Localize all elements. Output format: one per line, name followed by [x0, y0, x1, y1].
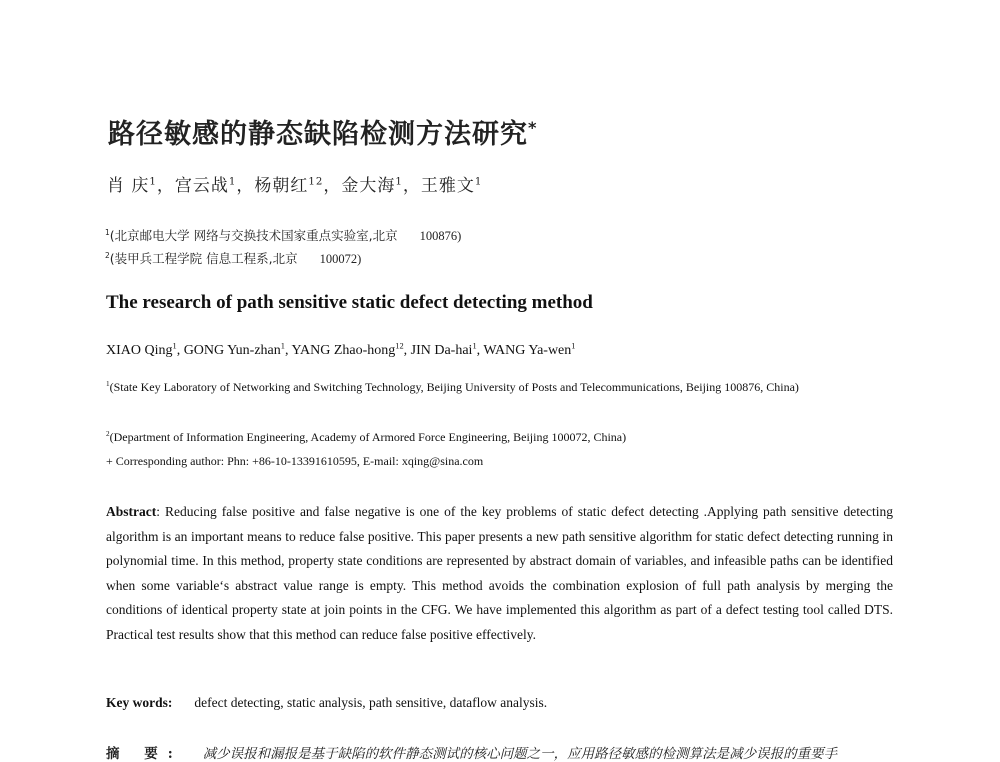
author-cn-name: 肖 庆	[107, 176, 150, 196]
author-cn-affil-marker: 1	[228, 176, 237, 188]
author-en-name: JIN Da-hai	[410, 343, 473, 358]
author-cn-name: 王雅文	[420, 176, 475, 196]
author-en-affil-marker: 1	[571, 341, 576, 351]
abstract-cn	[106, 742, 837, 762]
author-en-name: GONG Yun-zhan	[183, 343, 281, 358]
author-en-affil-marker: 12	[395, 341, 404, 351]
keywords	[106, 695, 547, 711]
authors-cn: 肖 庆$^1$，宫云战$^1$，杨朝红$^{12}$，金大海$^1$，王雅文$^1$	[107, 176, 483, 196]
abstract-label: Abstract	[106, 504, 157, 519]
keywords-label: Key words:	[106, 695, 173, 710]
corresponding-author: + Corresponding author: Phn: +86-10-13391610595, E-mail: xqing@sina.com	[106, 454, 484, 468]
keywords-body: defect detecting, static analysis, path sensitive, dataflow analysis.	[194, 695, 548, 710]
authors-en: XIAO Qing$^1$, GONG Yun-zhan$^1$, YANG Zhao-hong$^{12}$, JIN Da-hai$^1$, WANG Ya-wen$^1$	[106, 341, 576, 358]
author-cn-affil-marker: 1	[395, 176, 403, 188]
abstract-cn-label: 摘 要:	[106, 746, 183, 762]
author-en-affil-marker: 1	[472, 341, 477, 351]
paper-title-cn: 路径敏感的静态缺陷检测方法研究*	[108, 118, 538, 150]
author-cn-affil-marker: 12	[308, 176, 324, 188]
affiliation-en-2: $^2$(Department of Information Engineering, Academy of Armored Force Engineering, Beijing 100072, China)	[106, 430, 627, 444]
author-en-affil-marker: 1	[280, 341, 285, 351]
author-cn-name: 宫云战	[174, 176, 229, 196]
title-footnote-marker: *	[528, 118, 538, 137]
author-cn-affil-marker: 1	[149, 176, 157, 188]
paper-title-en: The research of path sensitive static defect detecting method	[106, 292, 593, 313]
affiliation-cn-2: $^2$(装甲兵工程学院 信息工程系,北京 100072)	[105, 250, 362, 266]
affiliation-en-1: $^1$(State Key Laboratory of Networking and Switching Technology, Beijing University of Posts and Telecommunications, Beijing 100876, China)	[106, 380, 799, 394]
author-en-name: WANG Ya-wen	[483, 343, 572, 358]
affiliation-cn-1: $^1$(北京邮电大学 网络与交换技术国家重点实验室,北京 100876)	[105, 227, 462, 243]
abstract-en: Abstract: Reducing false positive and false negative is one of the key problems of static defect detecting .Applying path sensitive detecting algorithm is an important means to reduce false positive. This paper presents a new path sensitive algorithm for static defect detecting running in polynomial time. In this method, property state conditions are represented by abstract domain of variables, and infeasible paths can be identified when some variable‘s abstract value range is empty. This method avoids the combination explosion of full path analysis by merging the conditions of identical property state at join points in the CFG. We have implemented this algorithm as part of a defect testing tool called DTS. Practical test results show that this method can reduce false positive effectively.	[106, 504, 893, 642]
abstract-cn-body: 减少误报和漏报是基于缺陷的软件静态测试的核心问题之一，应用路径敏感的检测算法是减少误报的重要手	[202, 746, 838, 762]
author-en-name: XIAO Qing	[106, 343, 173, 358]
abstract-body: Reducing false positive and false negative is one of the key problems of static defect detecting .Applying path sensitive detecting algorithm is an important means to reduce false positive. This paper presents a new path sensitive algorithm for static defect detecting running in polynomial time. In this method, property state conditions are represented by abstract domain of variables, and infeasible paths can be identified when some variable‘s abstract value range is empty. This method avoids the combination explosion of full path analysis by merging the conditions of identical property state at join points in the CFG. We have implemented this algorithm as part of a defect testing tool called DTS. Practical test results show that this method can reduce false positive effectively.	[106, 504, 893, 642]
author-cn-name: 金大海	[341, 176, 396, 196]
author-cn-name: 杨朝红	[254, 176, 309, 196]
author-en-name: YANG Zhao-hong	[291, 343, 396, 358]
author-cn-affil-marker: 1	[474, 176, 483, 188]
author-en-affil-marker: 1	[172, 341, 177, 351]
